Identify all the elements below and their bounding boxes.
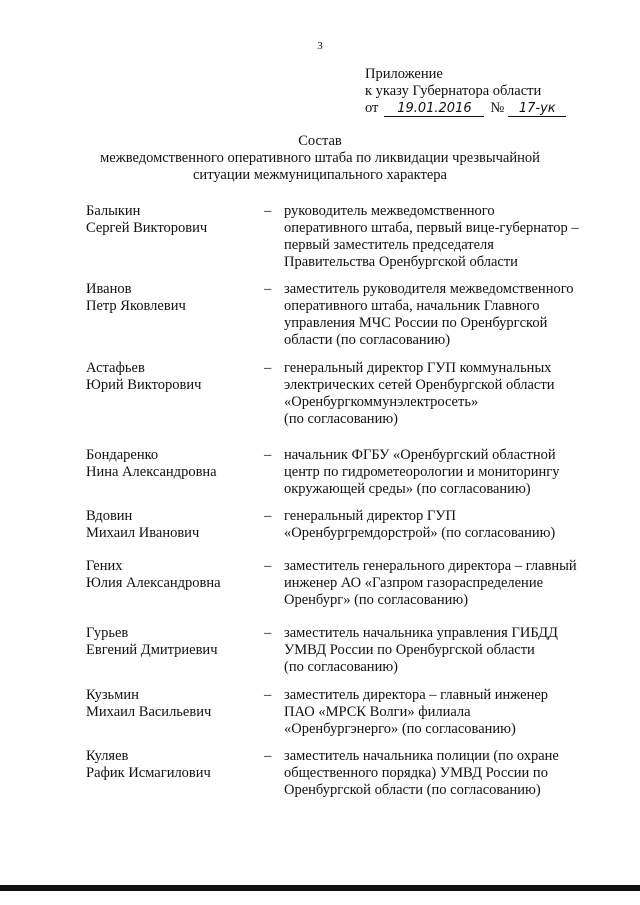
- member-position-line: ПАО «МРСК Волги» филиала: [284, 704, 471, 720]
- document-title: [0, 133, 640, 184]
- member-dash: –: [264, 360, 272, 376]
- member-dash: –: [264, 203, 272, 219]
- member-position-line: «Оренбургэнерго» (по согласованию): [284, 721, 516, 737]
- scan-edge-bar: [0, 885, 640, 891]
- member-position-line: управления МЧС России по Оренбургской: [284, 315, 548, 331]
- member-position-line: начальник ФГБУ «Оренбургский областной: [284, 447, 556, 463]
- appendix-title: Приложение: [365, 66, 443, 82]
- member-position-line: заместитель генерального директора – главный: [284, 558, 577, 574]
- member-given-names: Михаил Иванович: [86, 525, 200, 541]
- member-name: [86, 625, 256, 659]
- member-position-line: (по согласованию): [284, 411, 398, 427]
- member-given-names: Юлия Александровна: [86, 575, 221, 591]
- appendix-block: [365, 66, 605, 117]
- member-name: [86, 281, 256, 315]
- member-surname: Балыкин: [86, 203, 141, 219]
- member-given-names: Петр Яковлевич: [86, 298, 186, 314]
- member-dash: –: [264, 625, 272, 641]
- member-surname: Куляев: [86, 748, 129, 764]
- handwritten-date: 19.01.2016: [384, 101, 484, 117]
- member-position-line: общественного порядка) УМВД России по: [284, 765, 548, 781]
- member-position: [284, 558, 614, 609]
- member-position: [284, 625, 614, 676]
- member-surname: Гурьев: [86, 625, 129, 641]
- member-position: [284, 508, 614, 542]
- member-position-line: Оренбургской области (по согласованию): [284, 782, 541, 798]
- title-line-1: Состав: [298, 133, 342, 149]
- member-position: [284, 687, 614, 738]
- member-position-line: области (по согласованию): [284, 332, 451, 348]
- member-position-line: оперативного штаба, первый вице-губернатор –: [284, 220, 579, 236]
- member-name: [86, 687, 256, 721]
- member-position-line: УМВД России по Оренбургской области: [284, 642, 535, 658]
- member-dash: –: [264, 508, 272, 524]
- member-position-line: «Оренбургремдорстрой» (по согласованию): [284, 525, 556, 541]
- member-dash: –: [264, 281, 272, 297]
- member-name: [86, 748, 256, 782]
- member-dash: –: [264, 748, 272, 764]
- member-name: [86, 508, 256, 542]
- title-line-3: ситуации межмуниципального характера: [193, 167, 447, 183]
- member-position: [284, 203, 614, 271]
- member-position-line: заместитель начальника управления ГИБДД: [284, 625, 558, 641]
- member-position-line: оперативного штаба, начальник Главного: [284, 298, 540, 314]
- member-dash: –: [264, 447, 272, 463]
- member-position-line: электрических сетей Оренбургской области: [284, 377, 555, 393]
- member-given-names: Рафик Исмагилович: [86, 765, 211, 781]
- member-position-line: окружающей среды» (по согласованию): [284, 481, 531, 497]
- member-position: [284, 447, 614, 498]
- member-surname: Гених: [86, 558, 123, 574]
- from-label: от: [365, 100, 379, 116]
- member-position-line: Правительства Оренбургской области: [284, 254, 518, 270]
- number-label: №: [490, 100, 505, 116]
- member-position-line: первый заместитель председателя: [284, 237, 494, 253]
- member-surname: Иванов: [86, 281, 132, 297]
- member-position-line: заместитель начальника полиции (по охране: [284, 748, 559, 764]
- member-name: [86, 447, 256, 481]
- handwritten-number: 17-ук: [508, 101, 566, 117]
- appendix-date-number: [365, 100, 605, 117]
- member-position-line: заместитель директора – главный инженер: [284, 687, 549, 703]
- appendix-reference: к указу Губернатора области: [365, 83, 542, 99]
- member-position-line: генеральный директор ГУП коммунальных: [284, 360, 552, 376]
- member-position-line: (по согласованию): [284, 659, 398, 675]
- member-position-line: генеральный директор ГУП: [284, 508, 457, 524]
- member-surname: Бондаренко: [86, 447, 159, 463]
- page-number: 3: [317, 40, 323, 52]
- member-dash: –: [264, 558, 272, 574]
- member-dash: –: [264, 687, 272, 703]
- member-position: [284, 360, 614, 428]
- member-position-line: Оренбург» (по согласованию): [284, 592, 469, 608]
- member-position-line: руководитель межведомственного: [284, 203, 495, 219]
- member-name: [86, 203, 256, 237]
- member-position-line: «Оренбургкоммунэлектросеть»: [284, 394, 479, 410]
- member-given-names: Михаил Васильевич: [86, 704, 212, 720]
- member-position-line: центр по гидрометеорологии и мониторингу: [284, 464, 560, 480]
- member-name: [86, 558, 256, 592]
- member-surname: Вдовин: [86, 508, 133, 524]
- member-position-line: заместитель руководителя межведомственного: [284, 281, 574, 297]
- title-line-2: межведомственного оперативного штаба по ликвидации чрезвычайной: [100, 150, 540, 166]
- member-given-names: Юрий Викторович: [86, 377, 202, 393]
- member-name: [86, 360, 256, 394]
- member-position: [284, 748, 614, 799]
- member-surname: Кузьмин: [86, 687, 139, 703]
- member-position-line: инженер АО «Газпром газораспределение: [284, 575, 544, 591]
- member-given-names: Сергей Викторович: [86, 220, 208, 236]
- member-surname: Астафьев: [86, 360, 145, 376]
- member-position: [284, 281, 614, 349]
- member-given-names: Нина Александровна: [86, 464, 217, 480]
- member-given-names: Евгений Дмитриевич: [86, 642, 218, 658]
